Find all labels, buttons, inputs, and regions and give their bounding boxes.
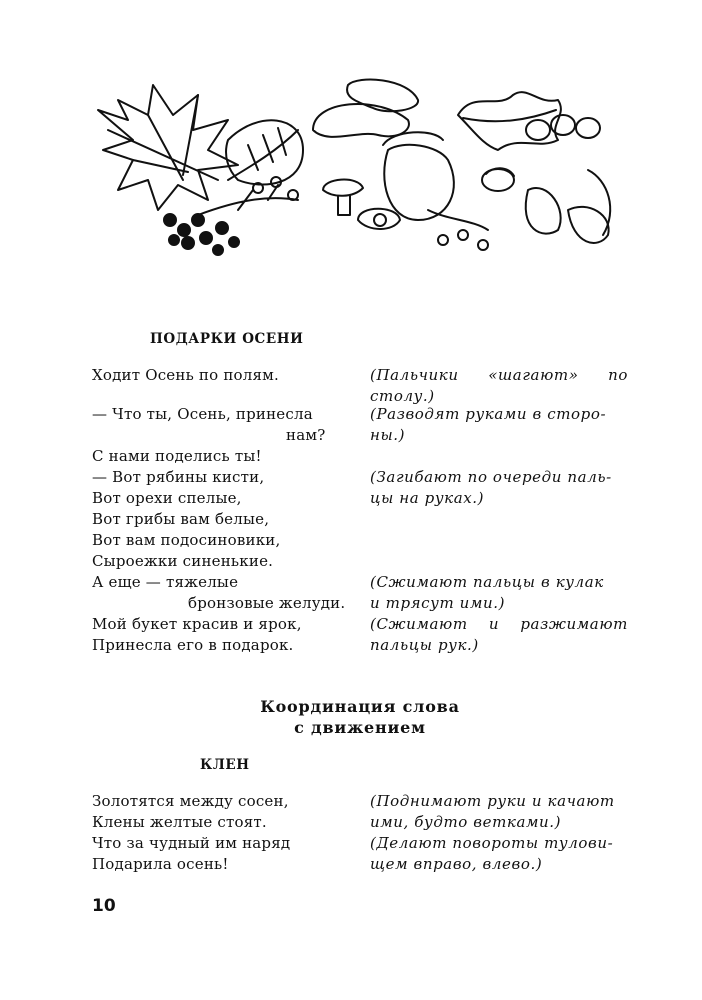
poem-line: — Вот рябины кисти,	[92, 468, 265, 486]
note-word: и	[488, 615, 500, 633]
poem-line: нам?	[286, 426, 326, 444]
poem-line: С нами поделись ты!	[92, 447, 262, 465]
poem-title-klen: КЛЕН	[200, 757, 250, 773]
section-heading: Координация слова	[260, 697, 460, 716]
poem-line: Вот орехи спелые,	[92, 489, 242, 507]
poem-line: Золотятся между сосен,	[92, 792, 289, 810]
poem-line: Клены желтые стоят.	[92, 813, 267, 831]
poem-line: Сыроежки синенькие.	[92, 552, 274, 570]
stage-direction: (Поднимают руки и качают	[370, 792, 615, 810]
poem-line: Что за чудный им наряд	[92, 834, 291, 852]
stage-direction: (Разводят руками в сторо-	[370, 405, 607, 423]
stage-direction: столу.)	[370, 387, 435, 405]
stage-direction: ны.)	[370, 426, 406, 444]
poem-title-podarki-oseni: ПОДАРКИ ОСЕНИ	[150, 331, 304, 347]
stage-direction	[370, 615, 628, 633]
stage-direction: (Загибают по очереди паль-	[370, 468, 612, 486]
stage-direction	[370, 366, 628, 384]
poem-line: Вот вам подосиновики,	[92, 531, 281, 549]
autumn-illustration	[88, 70, 648, 270]
stage-direction: пальцы рук.)	[370, 636, 479, 654]
note-word: «шагают»	[488, 366, 579, 384]
note-word: разжимают	[520, 615, 628, 633]
stage-direction: ими, будто ветками.)	[370, 813, 562, 831]
poem-line: Ходит Осень по полям.	[92, 366, 279, 384]
section-heading: с движением	[294, 718, 426, 737]
maple-leaf-icon	[98, 85, 238, 210]
poem-line: Принесла его в подарок.	[92, 636, 294, 654]
acorn-icon	[482, 115, 600, 191]
stage-direction: цы на руках.)	[370, 489, 485, 507]
poem-line: Подарила осень!	[92, 855, 229, 873]
stage-direction: (Сжимают пальцы в кулак	[370, 573, 604, 591]
stage-direction: щем вправо, влево.)	[370, 855, 543, 873]
note-word: по	[608, 366, 628, 384]
berries-icon	[164, 214, 239, 255]
stage-direction: и трясут ими.)	[370, 594, 506, 612]
poem-line: Мой букет красив и ярок,	[92, 615, 302, 633]
poem-line: — Что ты, Осень, принесла	[92, 405, 313, 423]
poem-line: бронзовые желуди.	[188, 594, 346, 612]
poem-line: А еще — тяжелые	[92, 573, 239, 591]
mushroom-icon	[313, 104, 409, 137]
page-number: 10	[92, 896, 116, 916]
note-word: (Пальчики	[370, 366, 459, 384]
stage-direction: (Делают повороты тулови-	[370, 834, 614, 852]
note-word: (Сжимают	[370, 615, 468, 633]
poem-line: Вот грибы вам белые,	[92, 510, 270, 528]
